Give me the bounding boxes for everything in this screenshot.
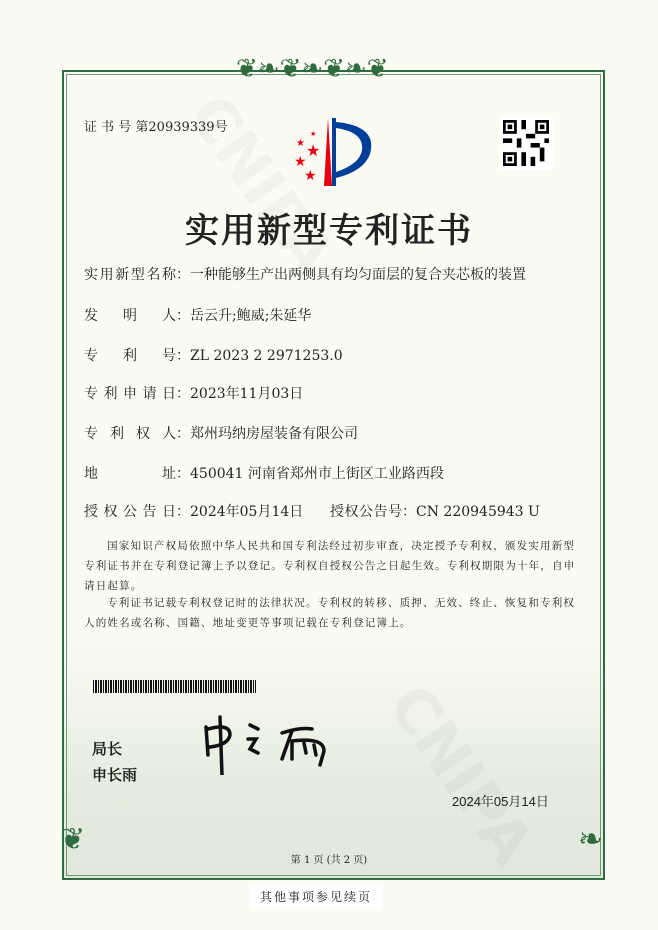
top-ornament: ❦❧❦❧❦❧❦: [236, 54, 389, 84]
svg-text:★: ★: [304, 168, 317, 184]
svg-text:★: ★: [294, 154, 307, 170]
field-label: 授权公告号: [330, 504, 402, 520]
continued-note: 其他事项参见续页: [250, 885, 382, 909]
issue-date: 2024年05月14日: [452, 794, 549, 809]
field-announcement-date: [84, 501, 303, 521]
page-title: 实用新型专利证书: [185, 211, 473, 251]
field-label: 实用新型名称: [84, 267, 176, 283]
field-value: 450041 河南省郑州市上街区工业路西段: [190, 466, 444, 482]
field-value: ZL 2023 2 2971253.0: [190, 348, 343, 364]
grant-statement: 国家知识产权局依照中华人民共和国专利法经过初步审查，决定授予专利权，颁发实用新型专利证书并在专利登记簿上予以登记。专利权自授权公告之日起生效。专利权期限为十年，自申请日起算。: [84, 540, 576, 592]
cnipa-logo: [280, 116, 380, 186]
field-patent-number: [84, 345, 343, 365]
field-label: 专利申请日: [84, 386, 176, 402]
field-announcement-number: [330, 501, 540, 521]
field-sep: ：: [176, 504, 190, 520]
barcode: [93, 680, 256, 693]
field-value: 2024年05月14日: [190, 504, 304, 520]
field-sep: ：: [176, 466, 190, 482]
field-inventors: [84, 305, 311, 325]
field-address: [84, 463, 444, 483]
field-label: 专利号: [84, 348, 176, 364]
signatory-title: 局长: [92, 740, 123, 758]
svg-text:★: ★: [310, 130, 317, 138]
certificate-number: 证 书 号 第20939339号: [84, 120, 228, 135]
svg-text:★: ★: [296, 138, 305, 149]
field-sep: ：: [176, 348, 190, 364]
field-sep: ：: [176, 426, 190, 442]
field-application-date: [84, 383, 303, 403]
field-label: 发明人: [84, 308, 176, 324]
field-sep: ：: [176, 308, 190, 324]
page-info: 第 1 页 (共 2 页): [290, 855, 368, 866]
field-value: CN 220945943 U: [416, 504, 540, 520]
field-utility-model-name: [84, 264, 526, 284]
legal-status-statement: 专利证书记载专利权登记时的法律状况。专利权的转移、质押、无效、终止、恢复和专利权人的姓名或名称、国籍、地址变更等事项记载在专利登记簿上。: [84, 597, 576, 629]
signatory-name: 申长雨: [92, 766, 138, 784]
field-sep: ：: [176, 267, 190, 283]
svg-text:★: ★: [306, 141, 321, 160]
field-value: 岳云升;鲍威;朱延华: [190, 308, 312, 324]
field-value: 2023年11月03日: [190, 386, 304, 402]
field-label: 专利权人: [84, 426, 176, 442]
field-sep: ：: [176, 386, 190, 402]
field-sep: ：: [402, 504, 416, 520]
field-label: 地址: [84, 466, 176, 482]
field-patentee: [84, 423, 358, 443]
field-value: 郑州玛纳房屋装备有限公司: [190, 426, 358, 442]
signature: [200, 715, 340, 775]
corner-ornament-right: ❧: [578, 822, 604, 857]
qr-code: [499, 116, 553, 170]
field-value: 一种能够生产出两侧具有均匀面层的复合夹芯板的装置: [190, 267, 526, 283]
corner-ornament-left: ❦: [60, 822, 86, 857]
field-label: 授权公告日: [84, 504, 176, 520]
